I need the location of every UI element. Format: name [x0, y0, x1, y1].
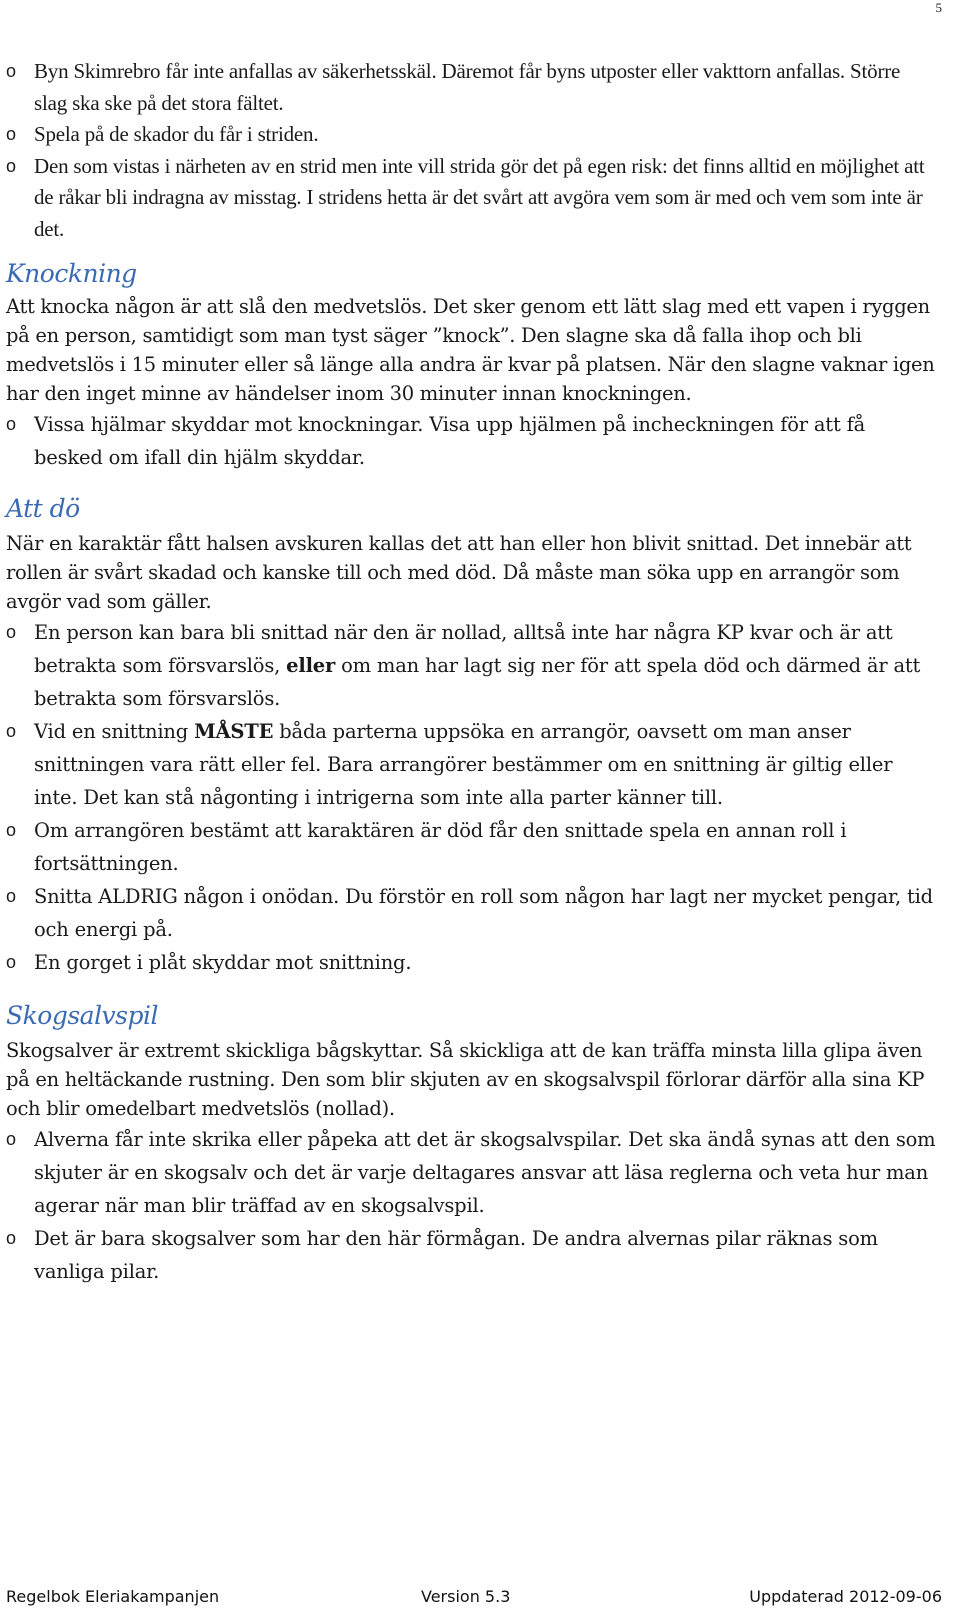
footer-updated-date: Uppdaterad 2012-09-06 — [749, 1587, 942, 1606]
bullet-marker: o — [6, 414, 16, 434]
footer-document-title: Regelbok Eleriakampanjen — [6, 1587, 220, 1606]
footer-version: Version 5.3 — [421, 1587, 511, 1606]
list-item: o En gorget i plåt skyddar mot snittning. — [6, 946, 936, 979]
section-heading-skogsalvspil: Skogsalvspil — [6, 1001, 159, 1030]
bullet-marker: o — [6, 952, 16, 972]
bullet-marker: o — [6, 1129, 16, 1149]
emphasis-text: MÅSTE — [194, 720, 274, 743]
document-body — [6, 56, 936, 1288]
bullet-marker: o — [6, 622, 16, 642]
bullet-marker: o — [6, 61, 16, 81]
section-heading-knockning: Knockning — [6, 259, 137, 288]
bullet-marker: o — [6, 886, 16, 906]
list-item: o Vid en snittning MÅSTE båda parterna uppsöka en arrangör, oavsett om man anser snittningen vara rätt eller fel. Bara arrangörer bestämmer om en snittning är giltig eller inte. Det kan stå någonting i intrigerna som inte alla parter känner till. — [6, 715, 936, 814]
list-item: o Om arrangören bestämt att karaktären är död får den snittade spela en annan roll i fortsättningen. — [6, 814, 936, 880]
list-item: o Vissa hjälmar skyddar mot knockningar. Visa upp hjälmen på incheckningen för att få besked om ifall din hjälm skyddar. — [6, 408, 936, 474]
att-do-bullet-list — [6, 616, 936, 979]
list-item: o En person kan bara bli snittad när den är nollad, alltså inte har några KP kvar och är att betrakta som försvarslös, eller om man har lagt sig ner för att spela död och därmed är att betrakta som försvarslös. — [6, 616, 936, 715]
intro-bullet-list — [6, 56, 936, 245]
emphasis-text: eller — [286, 654, 336, 677]
list-item: o Snitta ALDRIG någon i onödan. Du förstör en roll som någon har lagt ner mycket pengar, tid och energi på. — [6, 880, 936, 946]
section-paragraph-skogsalvspil: Skogsalver är extremt skickliga bågskyttar. Så skickliga att de kan träffa minsta lilla glipa även på en heltäckande rustning. Den som blir skjuten av en skogsalvspil förlorar därför alla sina KP och blir omedelbart medvetslös (nollad). — [6, 1039, 925, 1120]
bullet-marker: o — [6, 155, 16, 176]
skogsalvspil-bullet-list — [6, 1123, 936, 1288]
page-number: 5 — [935, 0, 942, 15]
section-paragraph-knockning: Att knocka någon är att slå den medvetslös. Det sker genom ett lätt slag med ett vapen i ryggen på en person, samtidigt som man tyst säger ”knock”. Den slagne ska då falla ihop och bli medvetslös i 15 minuter eller så länge alla andra är kvar på platsen. När den slagne vaknar igen har den inget minne av händelser inom 30 minuter innan knockningen. — [6, 295, 935, 405]
page-footer — [6, 1587, 942, 1615]
list-item: o Den som vistas i närheten av en strid men inte vill strida gör det på egen risk: det finns alltid en möjlighet att de råkar bli indragna av misstag. I stridens hetta är det svårt att avgöra vem som är med och vem som inte är det. — [6, 151, 936, 246]
list-item: o Spela på de skador du får i striden. — [6, 119, 936, 151]
bullet-marker: o — [6, 721, 16, 741]
bullet-marker: o — [6, 820, 16, 840]
section-heading-att-do: Att dö — [6, 494, 80, 523]
list-item: o Alverna får inte skrika eller påpeka att det är skogsalvspilar. Det ska ändå synas att den som skjuter är en skogsalv och det är varje deltagares ansvar att läsa reglerna och veta hur man agerar när man blir träffad av en skogsalvspil. — [6, 1123, 936, 1222]
list-item: o Det är bara skogsalver som har den här förmågan. De andra alvernas pilar räknas som vanliga pilar. — [6, 1222, 936, 1288]
knockning-bullet-list — [6, 408, 936, 474]
bullet-marker: o — [6, 1228, 16, 1248]
list-item: o Byn Skimrebro får inte anfallas av säkerhetsskäl. Däremot får byns utposter eller vakttorn anfallas. Större slag ska ske på det stora fältet. — [6, 56, 936, 119]
section-paragraph-att-do: När en karaktär fått halsen avskuren kallas det att han eller hon blivit snittad. Det innebär att rollen är svårt skadad och kanske till och med död. Då måste man söka upp en arrangör som avgör vad som gäller. — [6, 532, 912, 613]
bullet-marker: o — [6, 124, 16, 144]
